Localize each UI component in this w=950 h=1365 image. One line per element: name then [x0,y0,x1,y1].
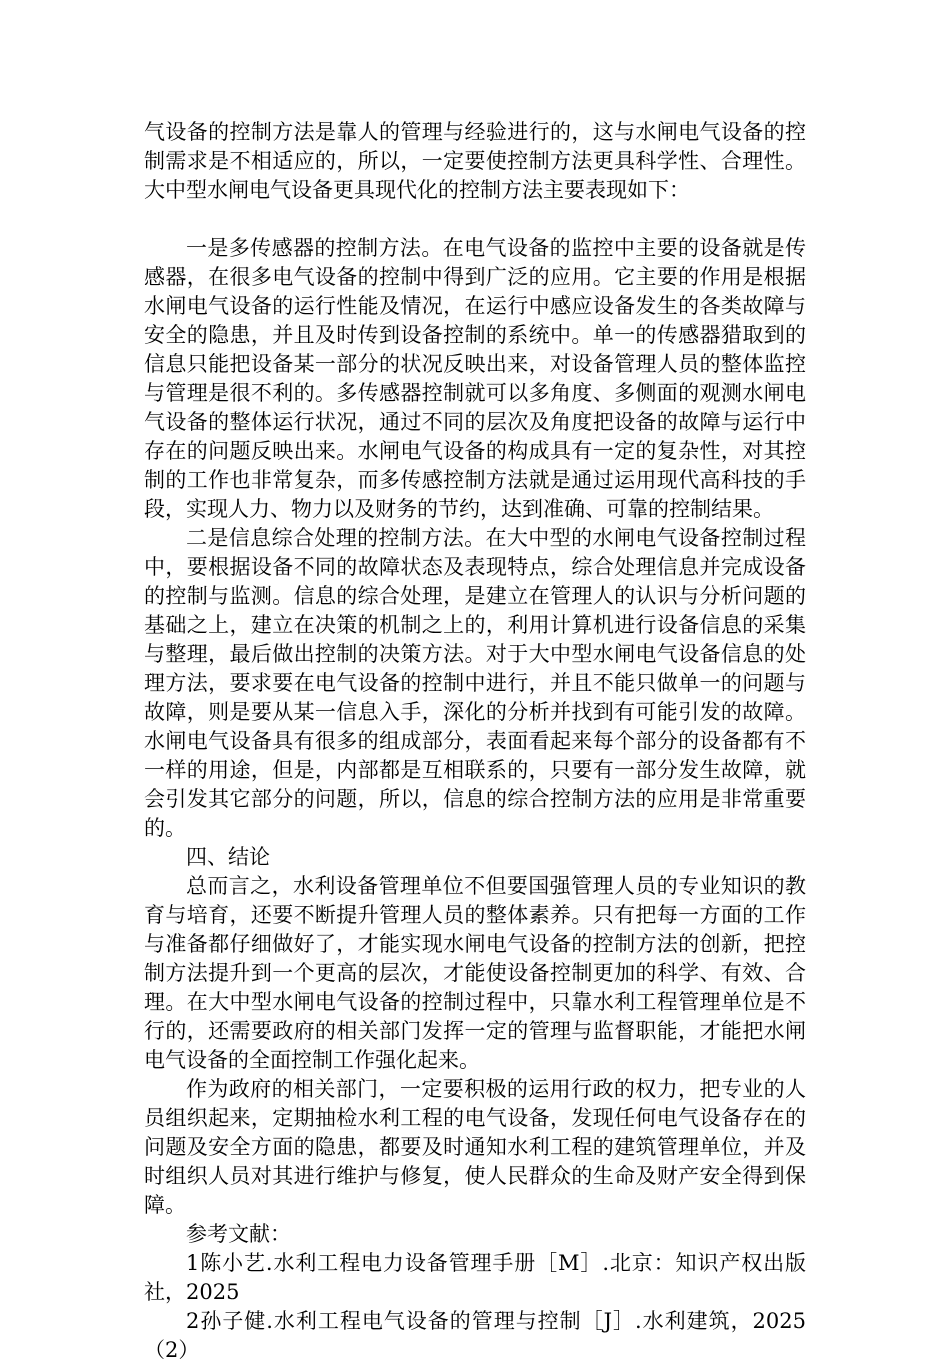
paragraph-conclusion: 总而言之，水利设备管理单位不但要国强管理人员的专业知识的教育与培育，还要不断提升管理人员的整体素养。只有把每一方面的工作与准备都仔细做好了，才能实现水闸电气设备的控制方法的创新，把控制方法提升到一个更高的层次，才能使设备控制更加的科学、有效、合理。在大中型水闸电气设备的控制过程中，只靠水利工程管理单位是不行的，还需要政府的相关部门发挥一定的管理与监督职能，才能把水闸电气设备的全面控制工作强化起来。 [144,874,806,1072]
paragraph-multi-sensor: 一是多传感器的控制方法。在电气设备的监控中主要的设备就是传感器，在很多电气设备的控制中得到广泛的应用。它主要的作用是根据水闸电气设备的运行性能及情况，在运行中感应设备发生的各类故障与安全的隐患，并且及时传到设备控制的系统中。单一的传感器猎取到的信息只能把设备某一部分的状况反映出来，对设备管理人员的整体监控与管理是很不利的。多传感器控制就可以多角度、多侧面的观测水闸电气设备的整体运行状况，通过不同的层次及角度把设备的故障与运行中存在的问题反映出来。水闸电气设备的构成具有一定的复杂性，对其控制的工作也非常复杂，而多传感控制方法就是通过运用现代高科技的手段，实现人力、物力以及财务的节约，达到准确、可靠的控制结果。 [144,236,806,521]
document-page [144,118,806,1365]
references-title: 参考文献： [186,1222,291,1246]
paragraph-government: 作为政府的相关部门，一定要积极的运用行政的权力，把专业的人员组织起来，定期抽检水利工程的电气设备，发现任何电气设备存在的问题及安全方面的隐患，都要及时通知水利工程的建筑管理单位，并及时组织人员对其进行维护与修复，使人民群众的生命及财产安全得到保障。 [144,1077,806,1217]
section-heading-conclusion: 四、结论 [186,845,270,869]
reference-item: 1陈小艺.水利工程电力设备管理手册［M］.北京：知识产权出版社，2025 [144,1251,806,1304]
paragraph-info-processing: 二是信息综合处理的控制方法。在大中型的水闸电气设备控制过程中，要根据设备不同的故障状态及表现特点，综合处理信息并完成设备的控制与监测。信息的综合处理，是建立在管理人的认识与分析问题的基础之上，建立在决策的机制之上的，利用计算机进行设备信息的采集与整理，最后做出控制的决策方法。对于大中型水闸电气设备信息的处理方法，要求要在电气设备的控制中进行，并且不能只做单一的问题与故障，则是要从某一信息入手，深化的分析并找到有可能引发的故障。水闸电气设备具有很多的组成部分，表面看起来每个部分的设备都有不一样的用途，但是，内部都是互相联系的，只要有一部分发生故障，就会引发其它部分的问题，所以，信息的综合控制方法的应用是非常重要的。 [144,526,806,840]
paragraph-intro: 气设备的控制方法是靠人的管理与经验进行的，这与水闸电气设备的控制需求是不相适应的，所以，一定要使控制方法更具科学性、合理性。大中型水闸电气设备更具现代化的控制方法主要表现如下： [144,120,806,202]
reference-item: 2孙子健.水利工程电气设备的管理与控制［J］.水利建筑，2025（2） [144,1309,806,1362]
